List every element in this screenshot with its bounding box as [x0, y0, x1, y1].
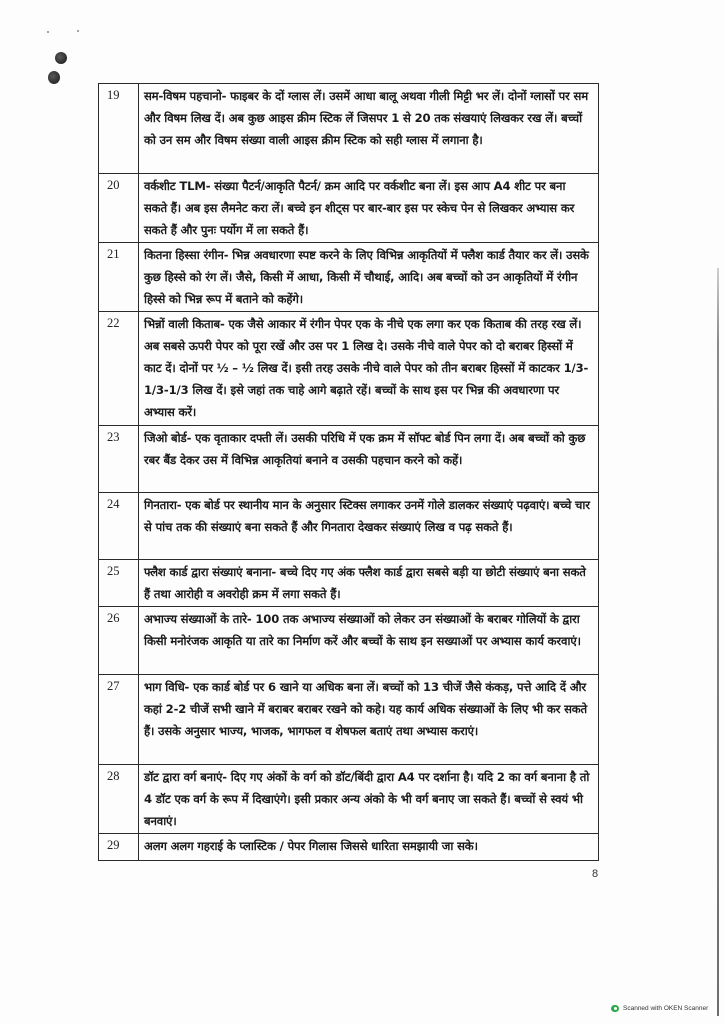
- row-description: कितना हिस्सा रंगीन- भिन्न अवधारणा स्पष्ट करने के लिए विभिन्न आकृतियों में फ्लैश कार्ड तैयार कर लें। उसके कुछ हिस्से को रंग लें। जैसे, किसी में आधा, किसी में चौथाई, आदि। अब बच्चों को उन आकृतियों में रंगीन हिस्से को भिन्न रूप में बताने को कहेंगे।: [139, 243, 599, 312]
- row-description: अलग अलग गहराई के प्लास्टिक / पेपर गिलास जिससे धारिता समझायी जा सके।: [139, 834, 599, 861]
- watermark-text: Scanned with OKEN Scanner: [623, 1005, 709, 1012]
- row-description: भाग विधि- एक कार्ड बोर्ड पर 6 खाने या अधिक बना लें। बच्चों को 13 चीजें जैसे कंकड़, पत्ते आदि दें और कहां 2-2 चीजें सभी खाने में बराबर बराबर रखने को कहे। यह कार्य अधिक संख्याओं के लिए भी कर सकते हैं। उसके अनुसार भाज्य, भाजक, भागफल व शेषफल बताएं तथा अभ्यास कराएं।: [139, 675, 599, 765]
- row-description: डॉट द्वारा वर्ग बनाएं- दिए गए अंकों के वर्ग को डॉट/बिंदी द्वारा A4 पर दर्शाना है। यदि 2 का वर्ग बनाना है तो 4 डॉट एक वर्ग के रूप में दिखाएंगे। इसी प्रकार अन्य अंको के भी वर्ग बनाए जा सकते हैं। बच्चों से स्वयं भी बनवाएं।: [139, 765, 599, 834]
- row-number: 23: [99, 426, 139, 493]
- row-number: 25: [99, 560, 139, 607]
- table-row: [99, 426, 599, 493]
- row-description: जिओ बोर्ड- एक वृताकार दफ्ती लें। उसकी परिधि में एक क्रम में सॉफ्ट बोर्ड पिन लगा दें। अब बच्चों को कुछ रबर बैंड देकर उस में विभिन्न आकृतियां बनाने व उसकी पहचान करने को कहें।: [139, 426, 599, 493]
- row-description: अभाज्य संख्याओं के तारे- 100 तक अभाज्य संख्याओं को लेकर उन संख्याओं के बराबर गोलियों के द्वारा किसी मनोरंजक आकृति या तारे का निर्माण करें और बच्चों के साथ इन सख्याओं पर अभ्यास कार्य करवाएं।: [139, 607, 599, 675]
- row-description: गिनतारा- एक बोर्ड पर स्थानीय मान के अनुसार स्टिक्स लगाकर उनमें गोले डालकर संख्याएं पढ़वाएं। बच्चे चार से पांच तक की संख्याएं बना सकते हैं और गिनतारा देखकर संख्याएं लिख व पढ़ सकते हैं।: [139, 493, 599, 560]
- table-row: [99, 84, 599, 174]
- row-number: 28: [99, 765, 139, 834]
- scanner-watermark: [611, 1005, 708, 1012]
- row-number: 19: [99, 84, 139, 174]
- oken-scanner-logo-icon: [611, 1005, 619, 1012]
- table-row: [99, 834, 599, 861]
- table-row: [99, 174, 599, 243]
- tlm-activities-table: [98, 83, 599, 861]
- row-number: 21: [99, 243, 139, 312]
- table-row: [99, 560, 599, 607]
- row-description: फ्लैश कार्ड द्वारा संख्याएं बनाना- बच्चे दिए गए अंक फ्लैश कार्ड द्वारा सबसे बड़ी या छोटी संख्याएं बना सकते हैं तथा आरोही व अवरोही क्रम में लगा सकते हैं।: [139, 560, 599, 607]
- table-row: [99, 312, 599, 426]
- row-number: 24: [99, 493, 139, 560]
- table-row: [99, 675, 599, 765]
- table-row: [99, 243, 599, 312]
- row-description: वर्कशीट TLM- संख्या पैटर्न/आकृति पैटर्न/ क्रम आदि पर वर्कशीट बना लें। इस आप A4 शीट पर बना सकते हैं। अब इस लैमनेट करा लें। बच्चे इन शीट्स पर बार-बार इस पर स्केच पेन से लिखकर अभ्यास कर सकते हैं और पुनः पर्योग में ला सकते हैं।: [139, 174, 599, 243]
- row-description: सम-विषम पहचानो- फाइबर के दों ग्लास लें। उसमें आधा बालू अथवा गीली मिट्टी भर लें। दोनों ग्लासों पर सम और विषम लिख दें। अब कुछ आइस क्रीम स्टिक लें जिसपर 1 से 20 तक संखयाएं लिखकर रख लें। बच्चों को उन सम और विषम संख्या वाली आइस क्रीम स्टिक को सही ग्लास में लगाना है।: [139, 84, 599, 174]
- row-number: 26: [99, 607, 139, 675]
- row-number: 29: [99, 834, 139, 861]
- page-number: 8: [592, 868, 599, 880]
- row-number: 20: [99, 174, 139, 243]
- row-number: 22: [99, 312, 139, 426]
- table-row: [99, 493, 599, 560]
- punch-hole-mark: [48, 71, 60, 84]
- scan-speck: [77, 30, 79, 32]
- scan-edge-line: [717, 268, 719, 1016]
- table-row: [99, 607, 599, 675]
- scan-speck: [47, 31, 49, 33]
- punch-hole-mark: [55, 52, 67, 64]
- row-description: भिन्नों वाली किताब- एक जैसे आकार में रंगीन पेपर एक के नीचे एक लगा कर एक किताब की तरह रख लें। अब सबसे ऊपरी पेपर को पूरा रखें और उस पर 1 लिख दे। उसके नीचे वाले पेपर को दो बराबर हिस्सों में काट दें। दोनों पर ½ – ½ लिख दें। इसी तरह उसके नीचे वाले पेपर को तीन बराबर हिस्सों में काटकर 1/3-1/3-1/3 लिख दें। इसे जहां तक चाहे आगे बढ़ाते रहें। बच्चों के साथ इस पर भिन्न की अवधारणा पर अभ्यास करें।: [139, 312, 599, 426]
- row-number: 27: [99, 675, 139, 765]
- table-row: [99, 765, 599, 834]
